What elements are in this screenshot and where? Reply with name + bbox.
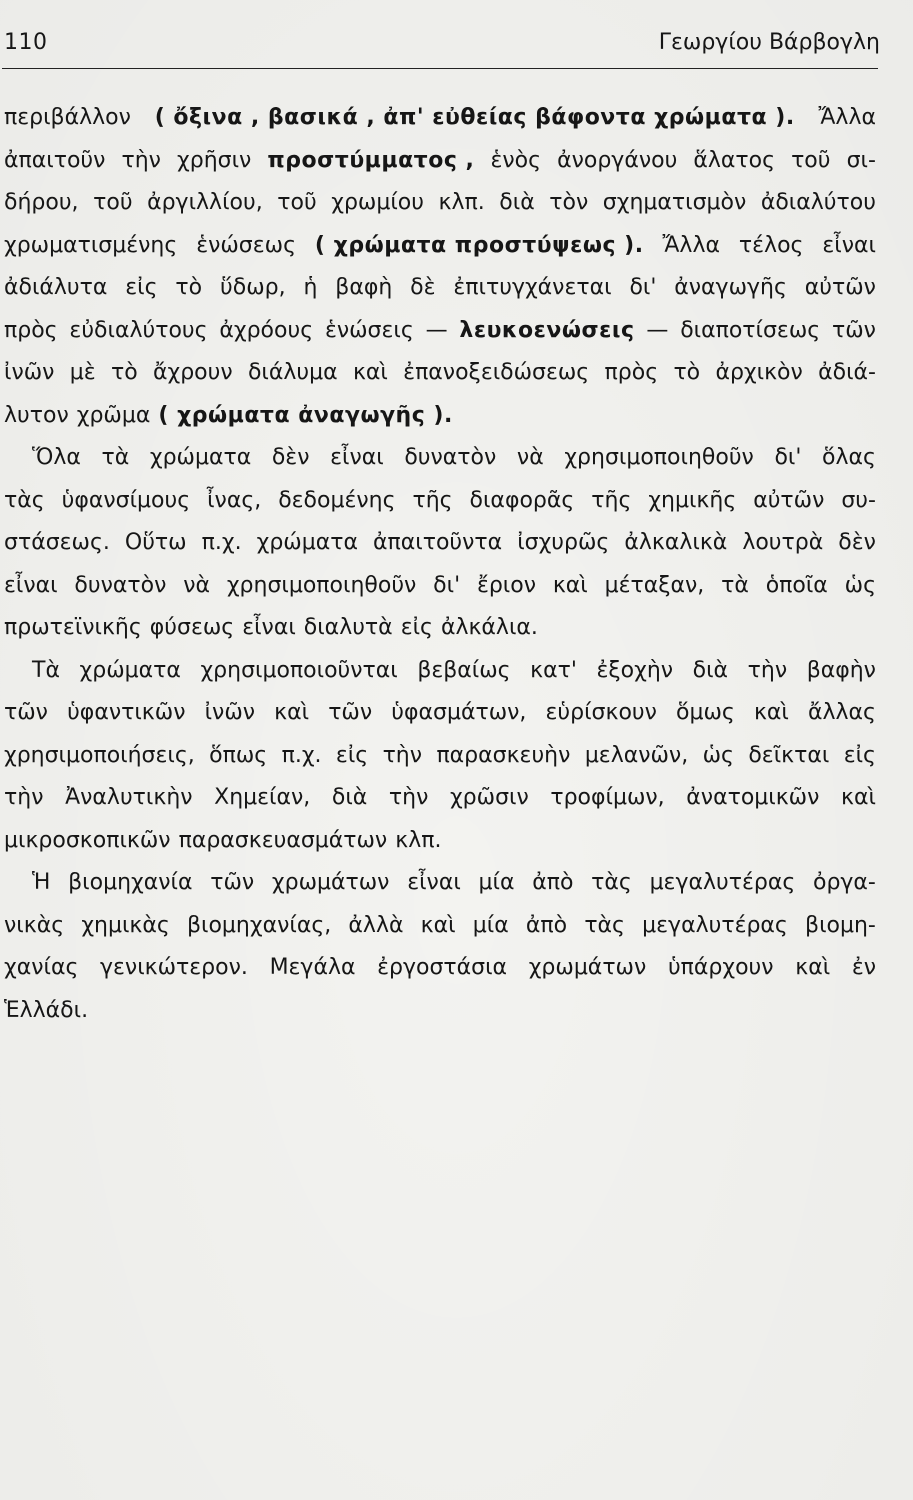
text-line (4, 97, 876, 140)
word: ἰσχυρῶς (517, 530, 610, 555)
word: χρωματισμένης (4, 232, 178, 258)
text-line (4, 777, 876, 820)
word: π.χ. (201, 530, 242, 555)
word: διαλυτὰ (303, 615, 393, 640)
word: εἶναι (242, 615, 296, 640)
word: τοῦ (277, 190, 317, 215)
word: τὸ (673, 360, 701, 385)
word: λυτον (4, 402, 69, 428)
word: χρωμάτων (528, 955, 647, 980)
word: δι' (433, 572, 461, 598)
word: Τὰ (32, 657, 60, 683)
word: ὁποῖα (765, 572, 828, 598)
running-head: Γεωργίου Βάρβογλη (658, 30, 880, 55)
word: τῶν (832, 317, 876, 343)
text-line (4, 352, 876, 395)
text-line (4, 692, 876, 735)
word: καὶ (795, 955, 831, 980)
word: λευκοενώσεις (459, 317, 635, 343)
word: νικὰς (4, 912, 65, 938)
word: καὶ (841, 785, 876, 810)
word: ἐπιτυγχάνεται (453, 275, 612, 300)
word: πρὸς (604, 360, 659, 385)
word: χρησιμοποιηθοῦν (226, 572, 417, 598)
word: αὐτῶν (804, 275, 876, 300)
word: καὶ (552, 572, 588, 598)
word: χρησιμοποιοῦνται (200, 657, 398, 683)
word: παρασκευασμάτων (178, 827, 388, 853)
word: χημικὰς (81, 912, 170, 938)
word: ἀργιλλίου, (147, 190, 263, 215)
word: χανίας (4, 955, 79, 980)
word: ( ὄξινα , βασικά , ἀπ' εὐθείας βάφοντα χρώματα ). (154, 105, 795, 130)
word: ἀπὸ (525, 912, 568, 938)
word: χρώματα (149, 445, 252, 470)
word: τὸ (175, 275, 203, 300)
page-number: 110 (4, 30, 48, 55)
word: τέλος (738, 232, 804, 258)
word: ἀδιά- (818, 360, 876, 385)
word: βαφὴ (335, 275, 393, 300)
page-header (0, 28, 880, 64)
word: τῶν (210, 870, 255, 895)
word: ὕδωρ, (220, 275, 286, 300)
word: μία (478, 870, 515, 895)
word: μεγαλυτέρας (642, 912, 788, 938)
word: γενικώτερον. (100, 955, 248, 980)
word: ἀδιάλυτα (4, 275, 108, 300)
word: ἐπανοξειδώσεως (403, 360, 590, 385)
word: — (646, 317, 669, 343)
word: ἰνῶν (4, 360, 55, 385)
word: χρώματα (79, 657, 181, 683)
word: μικροσκοπικῶν (4, 827, 171, 853)
word: βιομηχανίας, (186, 912, 332, 938)
word: εἶναι (822, 232, 876, 258)
word: βιομηχανία (68, 870, 193, 895)
word: χρῶμα (76, 402, 151, 428)
word: τὴν (121, 147, 161, 173)
word: φύσεως (149, 615, 235, 640)
word: καὶ (274, 700, 310, 725)
word: π.χ. (281, 742, 322, 768)
word: δι' (629, 275, 657, 300)
text-line (4, 522, 876, 565)
word: χρησιμοποιήσεις, (4, 742, 195, 768)
word: ( χρώματα ἀναγωγῆς ). (158, 402, 453, 428)
word: ( χρώματα προστύψεως ). (314, 232, 644, 258)
word: βιομη- (805, 912, 876, 938)
word: κατ' (530, 657, 577, 683)
word: ἀπὸ (532, 870, 574, 895)
word: τὰς (4, 487, 45, 513)
word: τοῦ (791, 147, 831, 173)
text-line (4, 565, 876, 608)
text-line (4, 140, 876, 183)
word: τὴν (747, 657, 788, 683)
word: χρῆσιν (177, 147, 252, 173)
word: χρῶσιν (449, 785, 529, 810)
word: δήρου, (4, 190, 79, 215)
word: ἀναγωγῆς (674, 275, 787, 300)
word: αὐτῶν (753, 487, 825, 513)
word: τῆς (412, 487, 453, 513)
word: τοῦ (93, 190, 133, 215)
word: σι- (846, 147, 876, 173)
word: συ- (841, 487, 876, 513)
word: τὰς (591, 870, 632, 895)
paragraph (4, 862, 876, 1032)
word: βαφὴν (806, 657, 876, 683)
word: διάλυμα (247, 360, 338, 385)
word: χρησιμοποιηθοῦν (564, 445, 754, 470)
text-line (4, 395, 876, 438)
word: κλπ. (395, 827, 442, 853)
word: σχηματισμὸν (602, 190, 747, 215)
word: προστύμματος , (267, 147, 475, 173)
paragraph (4, 97, 876, 437)
text-line (4, 650, 876, 693)
word: τὸ (110, 360, 138, 385)
word: χρωμάτων (271, 870, 390, 895)
word: χημικῆς (648, 487, 737, 513)
word: εἶναι (330, 445, 384, 470)
word: Ἄλλα (662, 232, 720, 258)
word: τῶν (328, 700, 373, 725)
word: ἀπαιτοῦντα (373, 530, 503, 555)
word: — (425, 317, 448, 343)
word: ἀλκαλικὰ (624, 530, 728, 555)
word: βεβαίως (417, 657, 511, 683)
word: διαφορᾶς (469, 487, 575, 513)
word: ἀρχικὸν (715, 360, 803, 385)
word: περιβάλλον (4, 105, 131, 130)
word: Χημείαν, (214, 785, 311, 810)
word: ἄχρουν (153, 360, 233, 385)
word: εἶναι (4, 572, 58, 598)
word: εἰς (335, 742, 369, 768)
word: ὑφανσίμους (61, 487, 191, 513)
word: Ἑλλάδι. (4, 997, 89, 1023)
word: Ὅλα (32, 445, 81, 470)
word: ἑνώσεως (196, 232, 296, 258)
word: ὅπως (209, 742, 268, 768)
word: εἰς (125, 275, 158, 300)
word: ἡ (303, 275, 318, 300)
word: ἐργοστάσια (377, 955, 508, 980)
word: διαποτίσεως (680, 317, 821, 343)
header-rule (2, 68, 878, 69)
word: ὡς (844, 572, 876, 598)
word: εἶναι (407, 870, 461, 895)
word: Οὕτω (124, 530, 187, 555)
word: Ἄλλα (818, 105, 876, 130)
word: δεδομένης (278, 487, 396, 513)
word: πρωτεϊνικῆς (4, 615, 142, 640)
word: εὑρίσκουν (545, 700, 657, 725)
text-line (4, 437, 876, 480)
word: ὑφασμάτων, (391, 700, 527, 725)
body-text (4, 97, 876, 1032)
word: ὑφαντικῶν (67, 700, 186, 725)
word: ὅλας (822, 445, 876, 470)
word: Μεγάλα (269, 955, 356, 980)
word: ἀδιαλύτου (760, 190, 876, 215)
word: τὰ (721, 572, 749, 598)
word: δὲν (271, 445, 310, 470)
word: ἐξοχὴν (596, 657, 674, 683)
paragraph (4, 437, 876, 650)
word: καὶ (420, 912, 456, 938)
word: μὲ (69, 360, 96, 385)
word: μεγαλυτέρας (649, 870, 796, 895)
word: χρώματα (256, 530, 358, 555)
word: διὰ (499, 190, 535, 215)
text-line (4, 905, 876, 948)
text-line (4, 735, 876, 778)
word: τὰ (101, 445, 130, 470)
word: χρωμίου (331, 190, 424, 215)
word: δι' (774, 445, 802, 470)
word: ἅλατος (693, 147, 775, 173)
word: τροφίμων, (550, 785, 665, 810)
word: καὶ (352, 360, 388, 385)
word: ἑνὸς (490, 147, 542, 173)
word: τὰς (584, 912, 625, 938)
word: διὰ (692, 657, 729, 683)
word: ἶνας, (207, 487, 262, 513)
text-line (4, 862, 876, 905)
word: ἀνατομικῶν (686, 785, 820, 810)
word: δεῖκται (748, 742, 830, 768)
word: εἰς (843, 742, 876, 768)
word: τῶν (4, 700, 48, 725)
word: μέταξαν, (604, 572, 705, 598)
word: τὴν (382, 742, 423, 768)
word: καὶ (753, 700, 789, 725)
word: μελανῶν, (584, 742, 689, 768)
word: ἔριον (476, 572, 537, 598)
word: τὸν (549, 190, 589, 215)
word: διὰ (331, 785, 368, 810)
word: ἀλλὰ (348, 912, 404, 938)
text-line (4, 267, 876, 310)
text-line (4, 480, 876, 523)
word: ὀργα- (812, 870, 876, 895)
word: ὡς (702, 742, 734, 768)
word: παρασκευὴν (436, 742, 571, 768)
word: δυνατὸν (74, 572, 167, 598)
word: ἀλκάλια. (440, 615, 538, 640)
word: ἑνώσεις (324, 317, 414, 343)
word: Ἡ (32, 870, 51, 895)
text-line (4, 182, 876, 225)
word: στάσεως. (4, 530, 110, 555)
word: τὴν (4, 785, 44, 810)
text-line (4, 310, 876, 353)
word: ἄλλας (807, 700, 876, 725)
word: εὐδιαλύτους (69, 317, 208, 343)
text-line (4, 820, 876, 863)
word: τῆς (591, 487, 632, 513)
word: λουτρὰ (742, 530, 824, 555)
text-line (4, 947, 876, 990)
word: δὲ (410, 275, 436, 300)
word: νὰ (183, 572, 211, 598)
word: ἀχρόους (219, 317, 314, 343)
word: ἰνῶν (204, 700, 256, 725)
word: εἰς (400, 615, 433, 640)
text-line (4, 225, 876, 268)
word: ὅμως (676, 700, 735, 725)
word: Ἀναλυτικὴν (65, 785, 193, 810)
word: νὰ (516, 445, 544, 470)
word: τὴν (388, 785, 429, 810)
word: ὑπάρχουν (667, 955, 774, 980)
word: δὲν (838, 530, 876, 555)
word: δυνατὸν (404, 445, 497, 470)
word: μία (472, 912, 509, 938)
word: ἀπαιτοῦν (4, 147, 106, 173)
word: κλπ. (438, 190, 485, 215)
word: ἐν (851, 955, 876, 980)
text-line (4, 607, 876, 650)
word: πρὸς (4, 317, 58, 343)
paragraph (4, 650, 876, 863)
word: ἀνοργάνου (557, 147, 678, 173)
text-line (4, 990, 876, 1033)
